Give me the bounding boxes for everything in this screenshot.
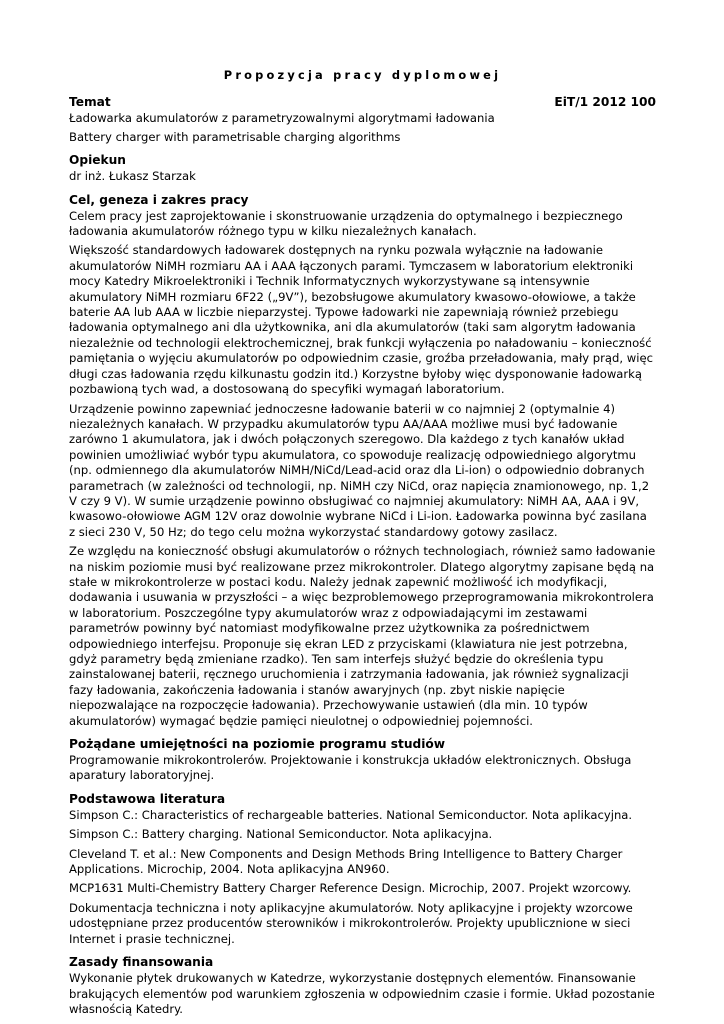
skills-text: Programowanie mikrokontrolerów. Projektowanie i konstrukcja układów elektronicznych. Obsługa aparatury laboratoryjnej. bbox=[69, 753, 632, 783]
funding-text: Wykonanie płytek drukowanych w Katedrze, wykorzystanie dostępnych elementów. Finansowanie brakujących elementów pod warunkiem zgłoszenia w odpowiednim czasie i formie. Układ pozostanie własnością Katedry. bbox=[69, 971, 655, 1016]
goal-paragraph: Urządzenie powinno zapewniać jednoczesne ładowanie baterii w co najmniej 2 (optymalnie 4) niezależnych kanałach. W przypadku akumulatorów typu AA/AAA możliwe musi być ładowanie zarówno 1 akumulatora, jak i dwóch połączonych szeregowo. Dla każdego z tych kanałów układ powinien umożliwiać wybór typu akumulatora, co spowoduje realizację odpowiedniego algorytmu (np. odmiennego dla akumulatorów NiMH/NiCd/Lead-acid oraz dla Li-ion) o odpowiednio dobranych parametrach (w zależności od technologii, np. NiMH czy NiCd, oraz napięcia znamionowego, np. 1,2 V czy 9 V). W sumie urządzenie powinno obsługiwać co najmniej akumulatory: NiMH AA, AAA i 9V, kwasowo-ołowiowe AGM 12V oraz dowolnie wybrane NiCd i Li-ion. Ładowarka powinna być zasilana z sieci 230 V, 50 Hz; do tego celu można wykorzystać standardowy gotowy zasilacz. bbox=[69, 401, 650, 539]
topic-header-row bbox=[69, 94, 656, 111]
literature-item: MCP1631 Multi-Chemistry Battery Charger Reference Design. Microchip, 2007. Projekt wzorcowy. bbox=[69, 881, 632, 896]
document-page bbox=[69, 68, 656, 1021]
goal-paragraph: Ze względu na konieczność obsługi akumulatorów o różnych technologiach, również samo ładowanie na niskim poziomie musi być realizowane przez mikrokontroler. Dlatego algorytmy zapisane będą na stałe w mikrokontrolerze w postaci kodu. Należy jednak zapewnić możliwość ich modyfikacji, dodawania i usuwania w przyszłości – a więc bezproblemowego przeprogramowania mikrokontrolera w laboratorium. Poszczególne typy akumulatorów wraz z odpowiadającymi im zestawami parametrów powinny być natomiast modyfikowalne przez użytkownika za pośrednictwem odpowiedniego interfejsu. Proponuje się ekran LED z przyciskami (klawiatura nie jest potrzebna, gdyż parametry będą zmieniane rzadko). Ten sam interfejs służyć będzie do określenia typu zainstalowanej baterii, ręcznego uruchomienia i zatrzymania ładowania, jak również sygnalizacji fazy ładowania, zakończenia ładowania i stanów awaryjnych (np. zbyt niskie napięcie niepozwalające na rozpoczęcie ładowania). Przechowywanie ustawień (dla min. 10 typów akumulatorów) wymagać będzie pamięci nieulotnej o odpowiedniej pojemności. bbox=[69, 544, 656, 728]
literature-item: Dokumentacja techniczna i noty aplikacyjne akumulatorów. Noty aplikacyjne i projekty wzorcowe udostępniane przez producentów sterowników i mikrokontrolerów. Projekty upublicznione w sieci Internet i prasie technicznej. bbox=[69, 900, 633, 946]
topic-heading: Temat bbox=[69, 95, 111, 110]
goal-paragraph: Większość standardowych ładowarek dostępnych na rynku pozwala wyłącznie na ładowanie akumulatorów NiMH rozmiaru AA i AAA łączonych parami. Tymczasem w laboratorium elektroniki mocy Katedry Mikroelektroniki i Technik Informatycznych wykorzystywane są intensywnie akumulatory NiMH rozmiaru 6F22 („9V”), bezobsługowe akumulatory kwasowo-ołowiowe, a także baterie AA lub AAA w liczbie nieparzystej. Typowe ładowarki nie zapewniają również przebiegu ładowania optymalnego ani dla użytkownika, ani dla akumulatorów (taki sam algorytm ładowania niezależnie od technologii elektrochemicznej, brak funkcji wyłączenia po naładowaniu – konieczność pamiętania o wyjęciu akumulatorów po odpowiednim czasie, groźba przeładowania, mały prąd, więc długi czas ładowania rzędu kilkunastu godzin itd.) Korzystne byłoby więc dysponowanie ładowarką pozbawioną tych wad, a dostosowaną do specyfiki wymagań laboratorium. bbox=[69, 243, 653, 397]
document-title: Propozycja pracy dyplomowej bbox=[223, 68, 502, 82]
supervisor-name: dr inż. Łukasz Starzak bbox=[69, 169, 196, 184]
skills-heading: Pożądane umiejętności na poziomie programu studiów bbox=[69, 737, 446, 752]
goal-heading: Cel, geneza i zakres pracy bbox=[69, 192, 249, 207]
literature-heading: Podstawowa literatura bbox=[69, 791, 226, 806]
literature-item: Simpson C.: Characteristics of rechargeable batteries. National Semiconductor. Nota aplikacyjna. bbox=[69, 807, 633, 822]
supervisor-heading: Opiekun bbox=[69, 153, 126, 168]
topic-title-pl: Ładowarka akumulatorów z parametryzowalnymi algorytmami ładowania bbox=[69, 111, 495, 126]
literature-item: Cleveland T. et al.: New Components and Design Methods Bring Intelligence to Battery Charger Applications. Microchip, 2004. Nota aplikacyjna AN960. bbox=[69, 846, 623, 877]
goal-paragraph: Celem pracy jest zaprojektowanie i skonstruowanie urządzenia do optymalnego i bezpiecznego ładowania akumulatorów różnego typu w kilku niezależnych kanałach. bbox=[69, 208, 623, 239]
topic-code: EiT/1 2012 100 bbox=[554, 95, 656, 110]
funding-heading: Zasady finansowania bbox=[69, 955, 214, 970]
literature-item: Simpson C.: Battery charging. National Semiconductor. Nota aplikacyjna. bbox=[69, 827, 493, 842]
topic-title-en: Battery charger with parametrisable charging algorithms bbox=[69, 129, 401, 144]
